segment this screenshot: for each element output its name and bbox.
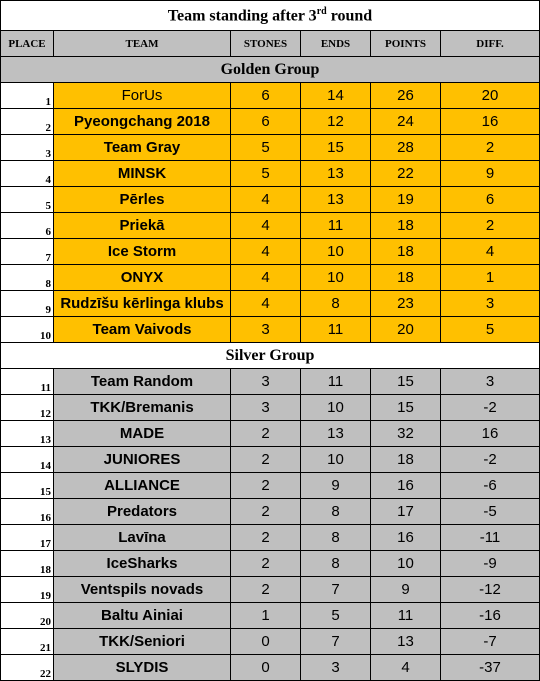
- points-cell: 22: [371, 161, 441, 187]
- stones-cell: 6: [231, 109, 301, 135]
- ends-cell: 14: [301, 83, 371, 109]
- stones-cell: 3: [231, 317, 301, 343]
- stones-cell: 1: [231, 603, 301, 629]
- title-sup: rd: [316, 5, 327, 17]
- diff-cell: -16: [441, 603, 540, 629]
- place-cell: 9: [1, 291, 54, 317]
- team-cell: Pērles: [54, 187, 231, 213]
- title-text: Team standing after 3: [167, 7, 317, 25]
- team-cell: TKK/Seniori: [54, 629, 231, 655]
- golden-group-header: [1, 57, 540, 83]
- golden-group-label: Golden Group: [1, 57, 540, 83]
- title-suffix: round: [326, 7, 373, 25]
- stones-cell: 3: [231, 395, 301, 421]
- diff-cell: 6: [441, 187, 540, 213]
- table-row: [1, 525, 540, 551]
- place-cell: 16: [1, 499, 54, 525]
- stones-cell: 2: [231, 551, 301, 577]
- table-row: [1, 291, 540, 317]
- points-cell: 9: [371, 577, 441, 603]
- stones-cell: 3: [231, 369, 301, 395]
- stones-cell: 4: [231, 187, 301, 213]
- diff-cell: 1: [441, 265, 540, 291]
- diff-cell: -11: [441, 525, 540, 551]
- stones-cell: 2: [231, 473, 301, 499]
- stones-cell: 4: [231, 239, 301, 265]
- diff-cell: -6: [441, 473, 540, 499]
- stones-cell: 2: [231, 447, 301, 473]
- diff-cell: -37: [441, 655, 540, 681]
- ends-cell: 7: [301, 577, 371, 603]
- stones-cell: 5: [231, 135, 301, 161]
- diff-cell: -7: [441, 629, 540, 655]
- silver-group-header: [1, 343, 540, 369]
- place-cell: 13: [1, 421, 54, 447]
- place-cell: 11: [1, 369, 54, 395]
- diff-cell: -5: [441, 499, 540, 525]
- place-cell: 17: [1, 525, 54, 551]
- ends-cell: 3: [301, 655, 371, 681]
- team-cell: ONYX: [54, 265, 231, 291]
- table-row: [1, 135, 540, 161]
- table-row: [1, 161, 540, 187]
- place-cell: 10: [1, 317, 54, 343]
- place-cell: 19: [1, 577, 54, 603]
- stones-cell: 0: [231, 655, 301, 681]
- ends-cell: 13: [301, 421, 371, 447]
- points-cell: 15: [371, 369, 441, 395]
- diff-cell: 16: [441, 421, 540, 447]
- place-cell: 14: [1, 447, 54, 473]
- diff-cell: 5: [441, 317, 540, 343]
- points-cell: 10: [371, 551, 441, 577]
- diff-cell: -2: [441, 395, 540, 421]
- ends-cell: 10: [301, 239, 371, 265]
- table-row: [1, 577, 540, 603]
- points-cell: 20: [371, 317, 441, 343]
- place-cell: 7: [1, 239, 54, 265]
- header-points: POINTS: [371, 31, 441, 57]
- ends-cell: 13: [301, 187, 371, 213]
- diff-cell: 4: [441, 239, 540, 265]
- points-cell: 4: [371, 655, 441, 681]
- table-row: [1, 109, 540, 135]
- table-row: [1, 265, 540, 291]
- stones-cell: 2: [231, 525, 301, 551]
- ends-cell: 9: [301, 473, 371, 499]
- table-row: [1, 317, 540, 343]
- stones-cell: 5: [231, 161, 301, 187]
- ends-cell: 11: [301, 213, 371, 239]
- place-cell: 3: [1, 135, 54, 161]
- points-cell: 16: [371, 525, 441, 551]
- diff-cell: -2: [441, 447, 540, 473]
- team-cell: Team Vaivods: [54, 317, 231, 343]
- ends-cell: 12: [301, 109, 371, 135]
- stones-cell: 4: [231, 213, 301, 239]
- diff-cell: 20: [441, 83, 540, 109]
- team-cell: JUNIORES: [54, 447, 231, 473]
- team-cell: ALLIANCE: [54, 473, 231, 499]
- diff-cell: 2: [441, 213, 540, 239]
- points-cell: 13: [371, 629, 441, 655]
- table-row: [1, 629, 540, 655]
- stones-cell: 4: [231, 291, 301, 317]
- table-row: [1, 239, 540, 265]
- team-cell: Priekā: [54, 213, 231, 239]
- header-row: [1, 31, 540, 57]
- team-cell: MINSK: [54, 161, 231, 187]
- place-cell: 6: [1, 213, 54, 239]
- diff-cell: 3: [441, 369, 540, 395]
- diff-cell: 16: [441, 109, 540, 135]
- stones-cell: 2: [231, 499, 301, 525]
- team-cell: Team Random: [54, 369, 231, 395]
- table-row: [1, 395, 540, 421]
- points-cell: 24: [371, 109, 441, 135]
- team-cell: Ice Storm: [54, 239, 231, 265]
- place-cell: 8: [1, 265, 54, 291]
- place-cell: 18: [1, 551, 54, 577]
- header-stones: STONES: [231, 31, 301, 57]
- points-cell: 18: [371, 213, 441, 239]
- ends-cell: 10: [301, 265, 371, 291]
- table-row: [1, 603, 540, 629]
- header-team: TEAM: [54, 31, 231, 57]
- ends-cell: 15: [301, 135, 371, 161]
- ends-cell: 5: [301, 603, 371, 629]
- team-cell: Ventspils novads: [54, 577, 231, 603]
- ends-cell: 11: [301, 369, 371, 395]
- stones-cell: 0: [231, 629, 301, 655]
- place-cell: 12: [1, 395, 54, 421]
- team-cell: IceSharks: [54, 551, 231, 577]
- header-ends: ENDS: [301, 31, 371, 57]
- diff-cell: 2: [441, 135, 540, 161]
- stones-cell: 2: [231, 577, 301, 603]
- table-row: [1, 369, 540, 395]
- points-cell: 32: [371, 421, 441, 447]
- table-row: [1, 655, 540, 681]
- table-title: [1, 1, 540, 31]
- team-cell: SLYDIS: [54, 655, 231, 681]
- silver-group-label: Silver Group: [1, 343, 540, 369]
- points-cell: 18: [371, 447, 441, 473]
- place-cell: 1: [1, 83, 54, 109]
- points-cell: 23: [371, 291, 441, 317]
- table-row: [1, 447, 540, 473]
- header-place: PLACE: [1, 31, 54, 57]
- table-row: [1, 551, 540, 577]
- ends-cell: 8: [301, 291, 371, 317]
- table-row: [1, 421, 540, 447]
- place-cell: 20: [1, 603, 54, 629]
- points-cell: 18: [371, 239, 441, 265]
- ends-cell: 11: [301, 317, 371, 343]
- team-cell: Team Gray: [54, 135, 231, 161]
- place-cell: 4: [1, 161, 54, 187]
- place-cell: 22: [1, 655, 54, 681]
- place-cell: 15: [1, 473, 54, 499]
- stones-cell: 6: [231, 83, 301, 109]
- team-cell: Rudzīšu kērlinga klubs: [54, 291, 231, 317]
- header-diff: DIFF.: [441, 31, 540, 57]
- diff-cell: -12: [441, 577, 540, 603]
- points-cell: 17: [371, 499, 441, 525]
- team-cell: Lavīna: [54, 525, 231, 551]
- place-cell: 5: [1, 187, 54, 213]
- points-cell: 11: [371, 603, 441, 629]
- team-cell: Baltu Ainiai: [54, 603, 231, 629]
- ends-cell: 8: [301, 499, 371, 525]
- table-row: [1, 83, 540, 109]
- ends-cell: 8: [301, 525, 371, 551]
- stones-cell: 4: [231, 265, 301, 291]
- team-cell: Predators: [54, 499, 231, 525]
- place-cell: 21: [1, 629, 54, 655]
- team-cell: MADE: [54, 421, 231, 447]
- points-cell: 19: [371, 187, 441, 213]
- ends-cell: 10: [301, 447, 371, 473]
- points-cell: 16: [371, 473, 441, 499]
- diff-cell: 9: [441, 161, 540, 187]
- points-cell: 28: [371, 135, 441, 161]
- table-row: [1, 187, 540, 213]
- ends-cell: 7: [301, 629, 371, 655]
- place-cell: 2: [1, 109, 54, 135]
- team-cell: ForUs: [54, 83, 231, 109]
- ends-cell: 13: [301, 161, 371, 187]
- ends-cell: 10: [301, 395, 371, 421]
- team-cell: Pyeongchang 2018: [54, 109, 231, 135]
- table-row: [1, 213, 540, 239]
- stones-cell: 2: [231, 421, 301, 447]
- points-cell: 15: [371, 395, 441, 421]
- team-cell: TKK/Bremanis: [54, 395, 231, 421]
- points-cell: 26: [371, 83, 441, 109]
- diff-cell: 3: [441, 291, 540, 317]
- points-cell: 18: [371, 265, 441, 291]
- diff-cell: -9: [441, 551, 540, 577]
- table-row: [1, 473, 540, 499]
- table-row: [1, 499, 540, 525]
- ends-cell: 8: [301, 551, 371, 577]
